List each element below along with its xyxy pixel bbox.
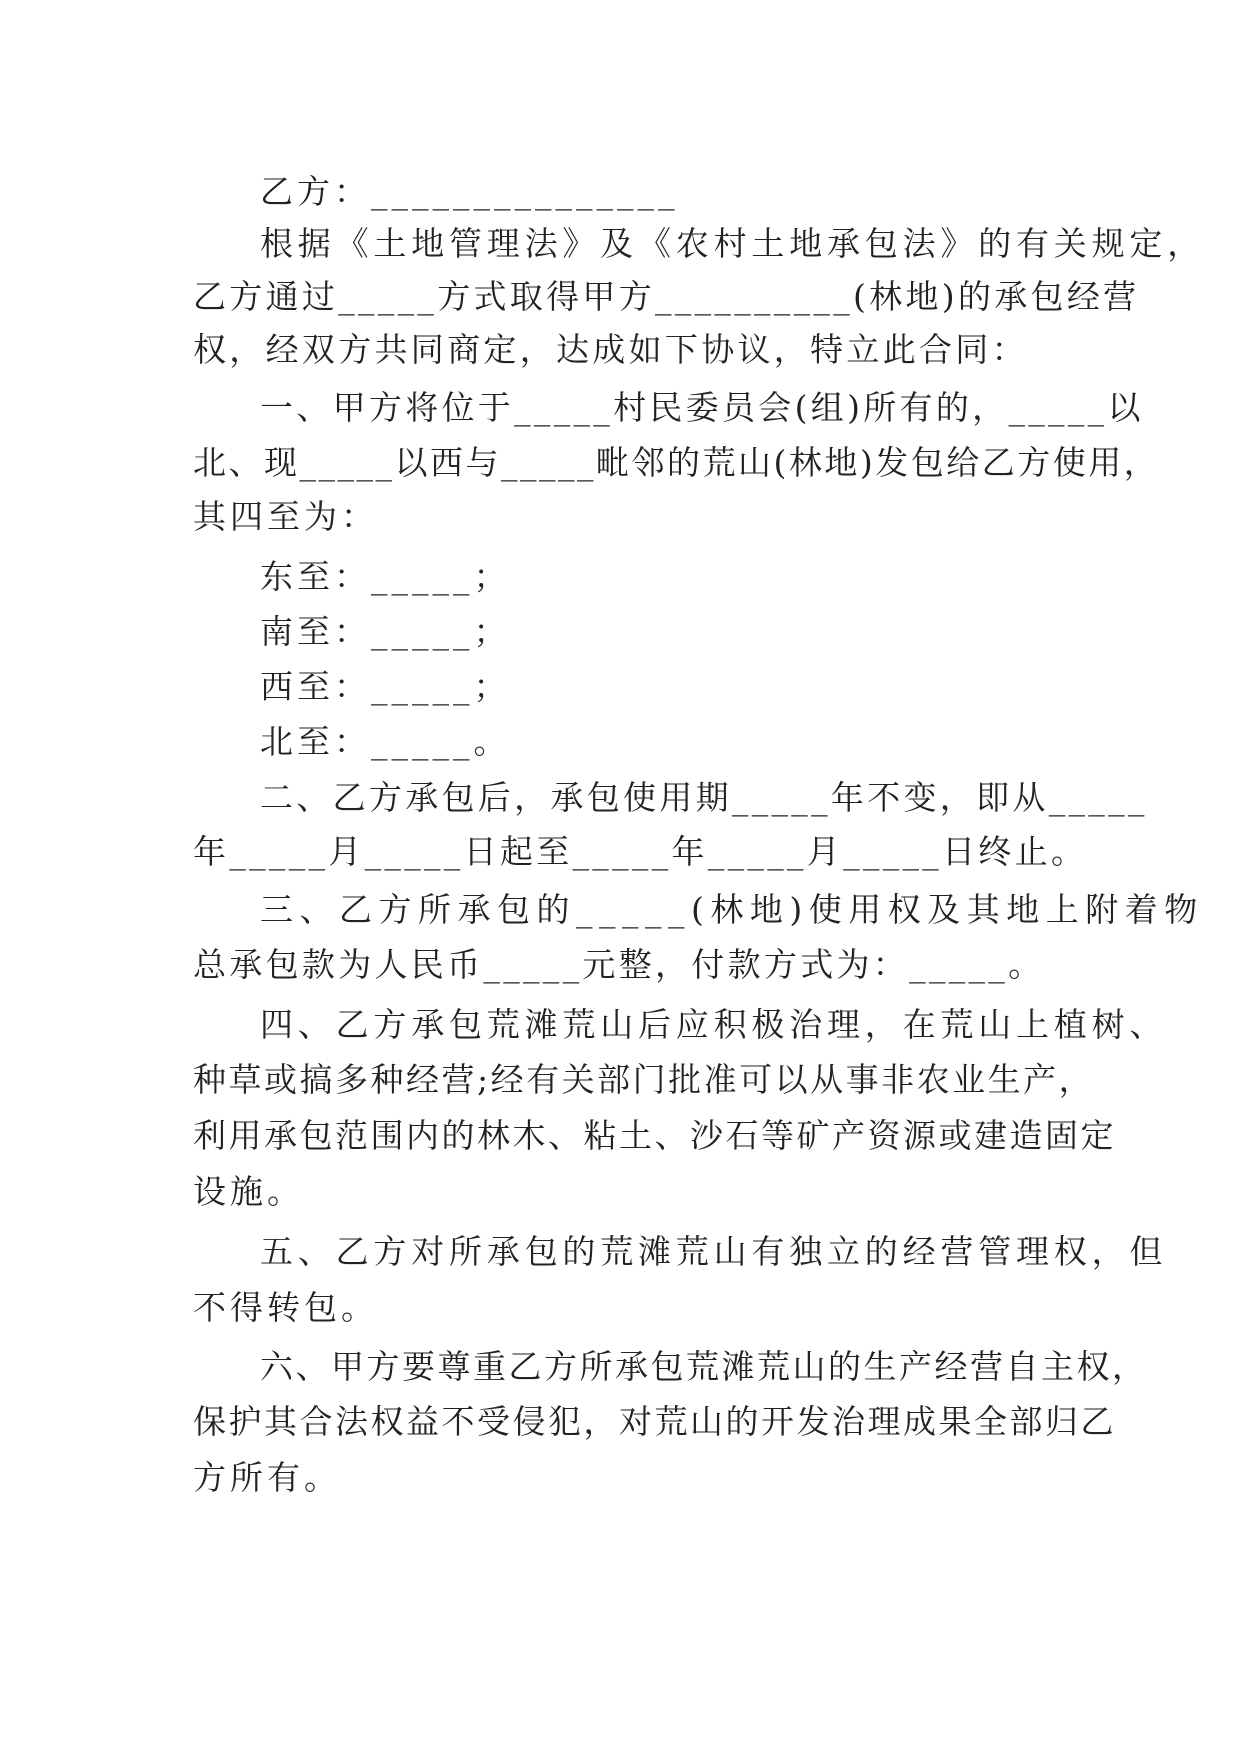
clause-six-line: 方所有。 (193, 1458, 341, 1497)
boundary-south: 南至：_____； (260, 612, 511, 651)
clause-four-line: 利用承包范围内的林木、粘土、沙石等矿产资源或建造固定 (193, 1116, 1116, 1155)
clause-two-line: 年_____月_____日起至_____年_____月_____日终止。 (193, 832, 1088, 871)
paragraph-line: 乙方通过_____方式取得甲方__________(林地)的承包经营 (193, 277, 1140, 316)
clause-one-line: 一、甲方将位于_____村民委员会(组)所有的，_____以 (260, 388, 1144, 427)
clause-one-line: 北、现_____以西与_____毗邻的荒山(林地)发包给乙方使用， (193, 443, 1160, 482)
clause-five-line: 五、乙方对所承包的荒滩荒山有独立的经营管理权，但 (260, 1232, 1168, 1271)
clause-one-line: 其四至为： (193, 497, 378, 536)
clause-four-line: 设施。 (193, 1172, 304, 1211)
clause-six-line: 六、甲方要尊重乙方所承包荒滩荒山的生产经营自主权， (260, 1347, 1148, 1386)
clause-three-line: 总承包款为人民币_____元整，付款方式为：_____。 (193, 945, 1045, 984)
clause-three-line: 三、乙方所承包的_____(林地)使用权及其地上附着物 (260, 890, 1204, 929)
boundary-north: 北至：_____。 (260, 722, 511, 761)
clause-six-line: 保护其合法权益不受侵犯，对荒山的开发治理成果全部归乙 (193, 1402, 1116, 1441)
clause-two-line: 二、乙方承包后，承包使用期_____年不变，即从_____ (260, 778, 1148, 817)
boundary-west: 西至：_____； (260, 667, 511, 706)
party-b-line: 乙方：_______________ (260, 172, 679, 211)
paragraph-line: 权，经双方共同商定，达成如下协议，特立此合同： (193, 330, 1028, 369)
paragraph-line: 根据《土地管理法》及《农村土地承包法》的有关规定， (260, 224, 1205, 263)
clause-four-line: 种草或搞多种经营;经有关部门批准可以从事非农业生产， (193, 1060, 1095, 1099)
clause-five-line: 不得转包。 (193, 1288, 378, 1327)
clause-four-line: 四、乙方承包荒滩荒山后应积极治理，在荒山上植树、 (260, 1005, 1168, 1044)
boundary-east: 东至：_____； (260, 557, 511, 596)
